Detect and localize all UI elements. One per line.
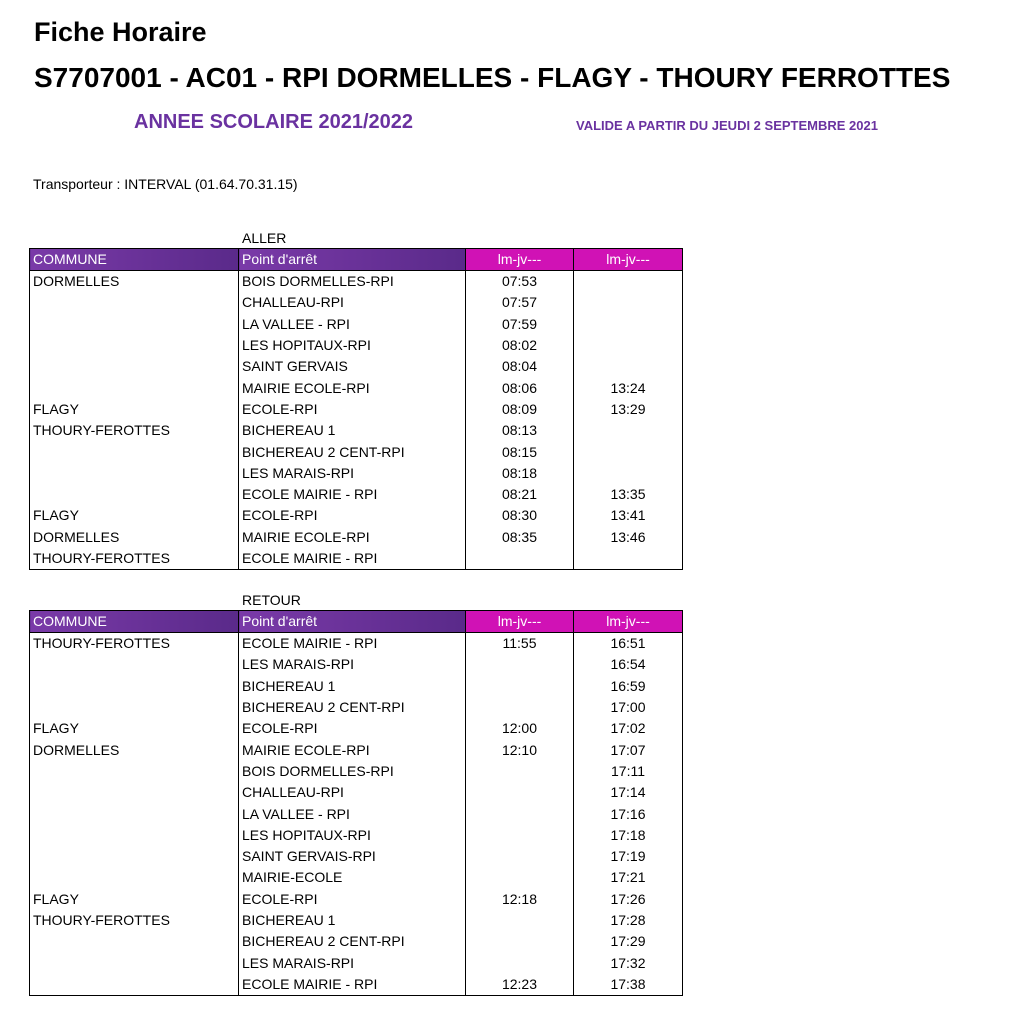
commune-cell bbox=[30, 846, 239, 867]
commune-cell bbox=[30, 867, 239, 888]
commune-cell bbox=[30, 377, 239, 398]
time-cell-1: 12:10 bbox=[466, 739, 574, 760]
table-row bbox=[30, 697, 683, 718]
time-cell-1 bbox=[466, 952, 574, 973]
time-cell-2 bbox=[574, 463, 683, 484]
time-cell-1 bbox=[466, 697, 574, 718]
document-title: Fiche Horaire bbox=[34, 17, 207, 47]
time-cell-2: 16:51 bbox=[574, 633, 683, 655]
time-cell-2 bbox=[574, 441, 683, 462]
commune-cell bbox=[30, 484, 239, 505]
commune-cell: DORMELLES bbox=[30, 739, 239, 760]
time-cell-1: 12:18 bbox=[466, 889, 574, 910]
table-row bbox=[30, 761, 683, 782]
commune-cell bbox=[30, 974, 239, 996]
time-cell-2: 16:54 bbox=[574, 654, 683, 675]
time-cell-2: 17:02 bbox=[574, 718, 683, 739]
stop-cell: BICHEREAU 1 bbox=[239, 910, 466, 931]
time-cell-2: 16:59 bbox=[574, 676, 683, 697]
commune-cell bbox=[30, 292, 239, 313]
time-cell-1: 12:23 bbox=[466, 974, 574, 996]
time-cell-1: 12:00 bbox=[466, 718, 574, 739]
stop-cell: ECOLE MAIRIE - RPI bbox=[239, 633, 466, 655]
time-cell-2: 13:35 bbox=[574, 484, 683, 505]
stop-cell: CHALLEAU-RPI bbox=[239, 782, 466, 803]
header-time-1: lm-jv--- bbox=[466, 611, 574, 633]
time-cell-1 bbox=[466, 825, 574, 846]
time-cell-2: 17:19 bbox=[574, 846, 683, 867]
aller-label: ALLER bbox=[242, 230, 287, 246]
stop-cell: BICHEREAU 1 bbox=[239, 676, 466, 697]
commune-cell bbox=[30, 335, 239, 356]
stop-cell: ECOLE-RPI bbox=[239, 718, 466, 739]
commune-cell: THOURY-FEROTTES bbox=[30, 910, 239, 931]
time-cell-2 bbox=[574, 271, 683, 293]
table-row bbox=[30, 399, 683, 420]
commune-cell: DORMELLES bbox=[30, 271, 239, 293]
time-cell-1 bbox=[466, 803, 574, 824]
time-cell-1: 07:57 bbox=[466, 292, 574, 313]
table-row bbox=[30, 867, 683, 888]
table-row bbox=[30, 377, 683, 398]
time-cell-2: 17:18 bbox=[574, 825, 683, 846]
time-cell-2: 17:11 bbox=[574, 761, 683, 782]
time-cell-1: 11:55 bbox=[466, 633, 574, 655]
time-cell-1: 08:35 bbox=[466, 527, 574, 548]
header-point: Point d'arrêt bbox=[239, 249, 466, 271]
time-cell-2: 17:32 bbox=[574, 952, 683, 973]
commune-cell: THOURY-FEROTTES bbox=[30, 420, 239, 441]
table-row bbox=[30, 910, 683, 931]
time-cell-2: 13:41 bbox=[574, 505, 683, 526]
table-row bbox=[30, 931, 683, 952]
commune-cell bbox=[30, 676, 239, 697]
table-row bbox=[30, 676, 683, 697]
time-cell-1: 08:04 bbox=[466, 356, 574, 377]
commune-cell bbox=[30, 654, 239, 675]
commune-cell: FLAGY bbox=[30, 718, 239, 739]
commune-cell: DORMELLES bbox=[30, 527, 239, 548]
header-commune: COMMUNE bbox=[30, 249, 239, 271]
time-cell-1 bbox=[466, 676, 574, 697]
time-cell-1: 08:30 bbox=[466, 505, 574, 526]
table-row bbox=[30, 292, 683, 313]
time-cell-2: 13:46 bbox=[574, 527, 683, 548]
time-cell-2 bbox=[574, 292, 683, 313]
stop-cell: LA VALLEE - RPI bbox=[239, 803, 466, 824]
stop-cell: LES MARAIS-RPI bbox=[239, 952, 466, 973]
carrier-info: Transporteur : INTERVAL (01.64.70.31.15) bbox=[33, 176, 298, 192]
table-row bbox=[30, 718, 683, 739]
commune-cell bbox=[30, 931, 239, 952]
time-cell-2: 17:14 bbox=[574, 782, 683, 803]
time-cell-1: 08:15 bbox=[466, 441, 574, 462]
commune-cell: THOURY-FEROTTES bbox=[30, 548, 239, 570]
stop-cell: LA VALLEE - RPI bbox=[239, 314, 466, 335]
table-row bbox=[30, 782, 683, 803]
time-cell-2: 17:28 bbox=[574, 910, 683, 931]
stop-cell: MAIRIE ECOLE-RPI bbox=[239, 739, 466, 760]
stop-cell: LES HOPITAUX-RPI bbox=[239, 825, 466, 846]
commune-cell bbox=[30, 952, 239, 973]
table-row bbox=[30, 739, 683, 760]
time-cell-1 bbox=[466, 761, 574, 782]
stop-cell: BOIS DORMELLES-RPI bbox=[239, 761, 466, 782]
time-cell-2: 17:16 bbox=[574, 803, 683, 824]
time-cell-1 bbox=[466, 846, 574, 867]
table-row bbox=[30, 441, 683, 462]
retour-timetable bbox=[29, 610, 683, 996]
commune-cell bbox=[30, 761, 239, 782]
commune-cell: THOURY-FEROTTES bbox=[30, 633, 239, 655]
table-row bbox=[30, 654, 683, 675]
time-cell-1 bbox=[466, 782, 574, 803]
commune-cell bbox=[30, 697, 239, 718]
stop-cell: ECOLE-RPI bbox=[239, 889, 466, 910]
table-row bbox=[30, 463, 683, 484]
stop-cell: ECOLE MAIRIE - RPI bbox=[239, 484, 466, 505]
stop-cell: SAINT GERVAIS bbox=[239, 356, 466, 377]
stop-cell: LES MARAIS-RPI bbox=[239, 654, 466, 675]
stop-cell: ECOLE-RPI bbox=[239, 399, 466, 420]
line-title: S7707001 - AC01 - RPI DORMELLES - FLAGY - THOURY FERROTTES bbox=[34, 62, 951, 93]
aller-header-row bbox=[30, 249, 683, 271]
table-row bbox=[30, 633, 683, 655]
stop-cell: ECOLE MAIRIE - RPI bbox=[239, 548, 466, 570]
retour-label: RETOUR bbox=[242, 592, 301, 608]
header-point: Point d'arrêt bbox=[239, 611, 466, 633]
table-row bbox=[30, 314, 683, 335]
stop-cell: LES HOPITAUX-RPI bbox=[239, 335, 466, 356]
stop-cell: SAINT GERVAIS-RPI bbox=[239, 846, 466, 867]
stop-cell: BICHEREAU 2 CENT-RPI bbox=[239, 931, 466, 952]
stop-cell: MAIRIE ECOLE-RPI bbox=[239, 527, 466, 548]
time-cell-1 bbox=[466, 654, 574, 675]
header-time-2: lm-jv--- bbox=[574, 611, 683, 633]
table-row bbox=[30, 974, 683, 996]
time-cell-2 bbox=[574, 548, 683, 570]
table-row bbox=[30, 271, 683, 293]
time-cell-1: 07:53 bbox=[466, 271, 574, 293]
commune-cell: FLAGY bbox=[30, 399, 239, 420]
commune-cell bbox=[30, 314, 239, 335]
stop-cell: BICHEREAU 1 bbox=[239, 420, 466, 441]
time-cell-1: 08:21 bbox=[466, 484, 574, 505]
time-cell-2: 13:29 bbox=[574, 399, 683, 420]
stop-cell: ECOLE MAIRIE - RPI bbox=[239, 974, 466, 996]
commune-cell bbox=[30, 825, 239, 846]
commune-cell bbox=[30, 441, 239, 462]
table-row bbox=[30, 825, 683, 846]
time-cell-2: 13:24 bbox=[574, 377, 683, 398]
time-cell-1: 08:02 bbox=[466, 335, 574, 356]
time-cell-1: 08:09 bbox=[466, 399, 574, 420]
stop-cell: MAIRIE-ECOLE bbox=[239, 867, 466, 888]
commune-cell bbox=[30, 782, 239, 803]
table-row bbox=[30, 846, 683, 867]
school-year: ANNEE SCOLAIRE 2021/2022 bbox=[134, 111, 414, 133]
stop-cell: CHALLEAU-RPI bbox=[239, 292, 466, 313]
stop-cell: BICHEREAU 2 CENT-RPI bbox=[239, 697, 466, 718]
table-row bbox=[30, 484, 683, 505]
table-row bbox=[30, 356, 683, 377]
retour-header-row bbox=[30, 611, 683, 633]
table-row bbox=[30, 548, 683, 570]
time-cell-1: 08:13 bbox=[466, 420, 574, 441]
time-cell-1: 08:06 bbox=[466, 377, 574, 398]
header-time-1: lm-jv--- bbox=[466, 249, 574, 271]
stop-cell: ECOLE-RPI bbox=[239, 505, 466, 526]
commune-cell bbox=[30, 356, 239, 377]
stop-cell: BICHEREAU 2 CENT-RPI bbox=[239, 441, 466, 462]
time-cell-2 bbox=[574, 356, 683, 377]
time-cell-2: 17:00 bbox=[574, 697, 683, 718]
time-cell-2 bbox=[574, 314, 683, 335]
table-row bbox=[30, 952, 683, 973]
table-row bbox=[30, 527, 683, 548]
table-row bbox=[30, 505, 683, 526]
time-cell-1: 07:59 bbox=[466, 314, 574, 335]
table-row bbox=[30, 420, 683, 441]
time-cell-2: 17:26 bbox=[574, 889, 683, 910]
table-row bbox=[30, 803, 683, 824]
stop-cell: BOIS DORMELLES-RPI bbox=[239, 271, 466, 293]
header-commune: COMMUNE bbox=[30, 611, 239, 633]
aller-timetable bbox=[29, 248, 683, 570]
time-cell-2: 17:07 bbox=[574, 739, 683, 760]
time-cell-1 bbox=[466, 548, 574, 570]
time-cell-1 bbox=[466, 931, 574, 952]
table-row bbox=[30, 335, 683, 356]
time-cell-1 bbox=[466, 867, 574, 888]
time-cell-2 bbox=[574, 335, 683, 356]
time-cell-1: 08:18 bbox=[466, 463, 574, 484]
time-cell-2: 17:38 bbox=[574, 974, 683, 996]
time-cell-2 bbox=[574, 420, 683, 441]
header-time-2: lm-jv--- bbox=[574, 249, 683, 271]
commune-cell bbox=[30, 463, 239, 484]
commune-cell bbox=[30, 803, 239, 824]
stop-cell: MAIRIE ECOLE-RPI bbox=[239, 377, 466, 398]
time-cell-1 bbox=[466, 910, 574, 931]
valid-from: VALIDE A PARTIR DU JEUDI 2 SEPTEMBRE 2021 bbox=[576, 118, 878, 133]
time-cell-2: 17:21 bbox=[574, 867, 683, 888]
time-cell-2: 17:29 bbox=[574, 931, 683, 952]
commune-cell: FLAGY bbox=[30, 889, 239, 910]
commune-cell: FLAGY bbox=[30, 505, 239, 526]
table-row bbox=[30, 889, 683, 910]
stop-cell: LES MARAIS-RPI bbox=[239, 463, 466, 484]
